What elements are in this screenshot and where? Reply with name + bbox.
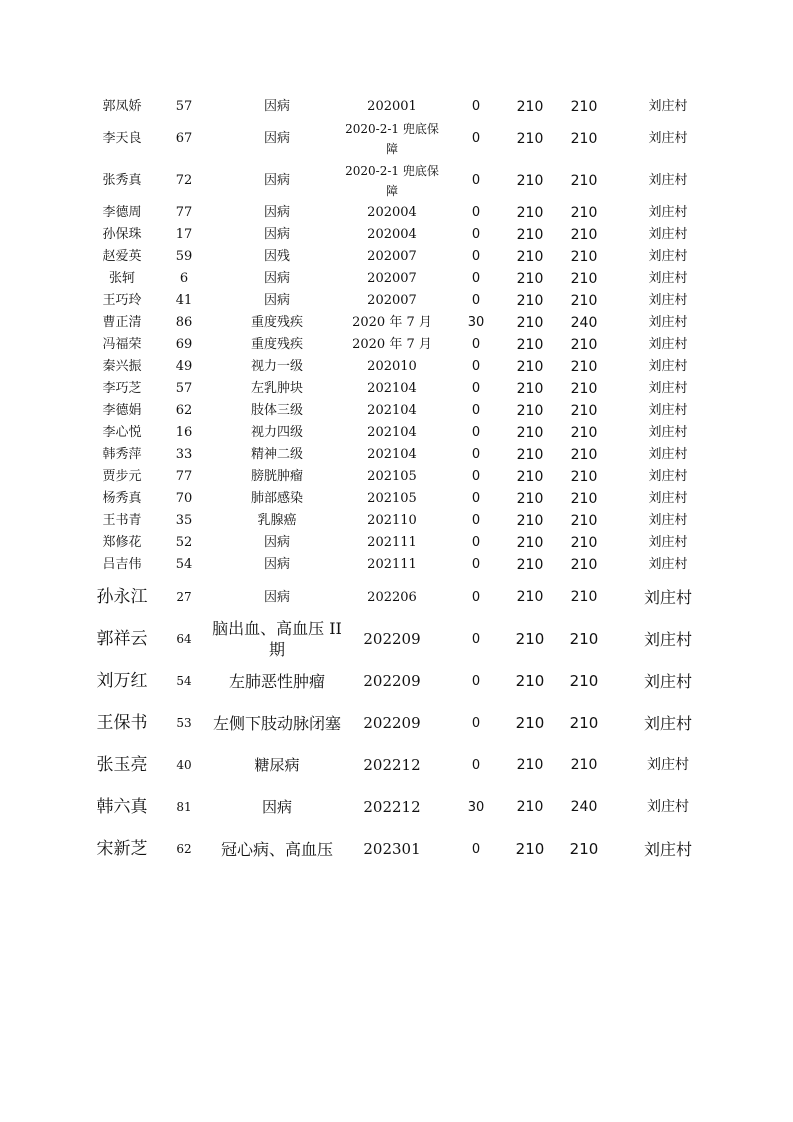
extra-amount-cell: 0 xyxy=(471,491,481,506)
person-name: 秦兴振 xyxy=(102,359,142,374)
total-amount-cell: 210 xyxy=(570,756,598,773)
base-amount-cell: 210 xyxy=(516,293,544,309)
village-cell: 刘庄村 xyxy=(648,403,688,418)
start-date-cell: 2020 年 7 月 xyxy=(352,315,432,330)
total-amount-cell: 210 xyxy=(570,293,598,309)
age-cell: 40 xyxy=(176,757,192,772)
reason-cell: 脑出血、高血压 II 期 xyxy=(212,619,342,659)
table-row xyxy=(88,202,718,224)
total-amount-cell: 210 xyxy=(570,381,598,397)
person-name: 张玉亮 xyxy=(96,754,148,775)
reason-cell: 视力四级 xyxy=(250,425,303,440)
extra-amount-cell: 0 xyxy=(471,631,481,647)
total-amount-cell: 240 xyxy=(570,798,598,815)
table-row xyxy=(88,660,718,702)
total-amount-cell: 210 xyxy=(570,99,598,115)
village-cell: 刘庄村 xyxy=(648,293,688,308)
extra-amount-cell: 0 xyxy=(471,673,481,689)
age-cell: 64 xyxy=(176,631,192,646)
table-row xyxy=(88,96,718,118)
start-date-cell: 202111 xyxy=(367,535,417,550)
reason-cell: 左肺恶性肿瘤 xyxy=(228,671,325,691)
village-cell: 刘庄村 xyxy=(648,513,688,528)
extra-amount-cell: 0 xyxy=(471,131,481,146)
village-cell: 刘庄村 xyxy=(648,535,688,550)
village-cell: 刘庄村 xyxy=(648,249,688,264)
person-name: 李德周 xyxy=(102,205,142,220)
table-row xyxy=(88,744,718,786)
age-cell: 70 xyxy=(175,491,193,506)
village-cell: 刘庄村 xyxy=(648,271,688,286)
person-name: 孙永江 xyxy=(96,586,148,607)
table-row xyxy=(88,224,718,246)
extra-amount-cell: 0 xyxy=(471,249,481,264)
table-row xyxy=(88,246,718,268)
table-row xyxy=(88,268,718,290)
reason-cell: 膀胱肿瘤 xyxy=(250,469,303,484)
total-amount-cell: 210 xyxy=(570,173,598,189)
table-row xyxy=(88,510,718,532)
start-date-cell: 202104 xyxy=(367,403,417,418)
base-amount-cell: 210 xyxy=(516,403,544,419)
base-amount-cell: 210 xyxy=(515,839,545,858)
total-amount-cell: 210 xyxy=(570,249,598,265)
total-amount-cell: 210 xyxy=(569,839,599,858)
reason-cell: 重度残疾 xyxy=(250,337,303,352)
village-cell: 刘庄村 xyxy=(648,557,688,572)
reason-cell: 冠心病、高血压 xyxy=(220,839,333,859)
base-amount-cell: 210 xyxy=(516,173,544,189)
age-cell: 77 xyxy=(175,469,193,484)
age-cell: 86 xyxy=(175,315,193,330)
extra-amount-cell: 0 xyxy=(471,381,481,396)
base-amount-cell: 210 xyxy=(516,359,544,375)
base-amount-cell: 210 xyxy=(516,249,544,265)
person-name: 孙保珠 xyxy=(102,227,142,242)
extra-amount-cell: 30 xyxy=(467,315,485,330)
table-row xyxy=(88,444,718,466)
person-name: 宋新芝 xyxy=(96,838,148,859)
village-cell: 刘庄村 xyxy=(648,205,688,220)
village-cell: 刘庄村 xyxy=(643,587,692,607)
extra-amount-cell: 0 xyxy=(471,337,481,352)
person-name: 郭祥云 xyxy=(96,628,148,649)
age-cell: 67 xyxy=(175,131,193,146)
extra-amount-cell: 30 xyxy=(467,799,485,815)
person-name: 张秀真 xyxy=(102,173,142,188)
base-amount-cell: 210 xyxy=(515,671,545,690)
start-date-cell: 2020 年 7 月 xyxy=(352,337,432,352)
reason-cell: 因病 xyxy=(263,99,290,114)
total-amount-cell: 210 xyxy=(570,205,598,221)
village-cell: 刘庄村 xyxy=(648,227,688,242)
person-name: 曹正清 xyxy=(102,315,142,330)
village-cell: 刘庄村 xyxy=(648,425,688,440)
reason-cell: 因病 xyxy=(263,131,290,146)
village-cell: 刘庄村 xyxy=(648,337,688,352)
table-row xyxy=(88,422,718,444)
reason-cell: 肺部感染 xyxy=(250,491,303,506)
age-cell: 69 xyxy=(175,337,193,352)
age-cell: 41 xyxy=(175,293,193,308)
village-cell: 刘庄村 xyxy=(648,491,688,506)
age-cell: 59 xyxy=(175,249,193,264)
reason-cell: 重度残疾 xyxy=(250,315,303,330)
person-name: 吕吉伟 xyxy=(102,557,142,572)
reason-cell: 因病 xyxy=(263,205,290,220)
table-row xyxy=(88,532,718,554)
base-amount-cell: 210 xyxy=(516,337,544,353)
extra-amount-cell: 0 xyxy=(471,715,481,731)
extra-amount-cell: 0 xyxy=(471,271,481,286)
start-date-cell: 202105 xyxy=(367,491,417,506)
age-cell: 81 xyxy=(176,799,192,814)
table-row xyxy=(88,118,718,160)
age-cell: 57 xyxy=(175,99,193,114)
base-amount-cell: 210 xyxy=(516,227,544,243)
extra-amount-cell: 0 xyxy=(471,841,481,857)
start-date-cell: 2020-2-1 兜底保障 xyxy=(345,122,439,156)
village-cell: 刘庄村 xyxy=(648,469,688,484)
reason-cell: 因病 xyxy=(263,535,290,550)
extra-amount-cell: 0 xyxy=(471,293,481,308)
age-cell: 72 xyxy=(175,173,193,188)
start-date-cell: 202206 xyxy=(367,589,417,605)
person-name: 郑修花 xyxy=(102,535,142,550)
village-cell: 刘庄村 xyxy=(648,173,688,188)
age-cell: 62 xyxy=(176,841,192,856)
table-row xyxy=(88,312,718,334)
person-name: 韩秀萍 xyxy=(102,447,142,462)
total-amount-cell: 210 xyxy=(570,271,598,287)
person-name: 李天良 xyxy=(102,131,142,146)
total-amount-cell: 210 xyxy=(570,491,598,507)
table-row xyxy=(88,554,718,576)
base-amount-cell: 210 xyxy=(516,425,544,441)
person-name: 郭凤娇 xyxy=(102,99,142,114)
base-amount-cell: 210 xyxy=(516,315,544,331)
village-cell: 刘庄村 xyxy=(648,359,688,374)
table-row xyxy=(88,400,718,422)
reason-cell: 因病 xyxy=(261,797,292,816)
base-amount-cell: 210 xyxy=(516,588,544,605)
person-name: 李心悦 xyxy=(102,425,142,440)
reason-cell: 肢体三级 xyxy=(250,403,303,418)
age-cell: 62 xyxy=(175,403,193,418)
age-cell: 54 xyxy=(175,557,193,572)
person-name: 韩六真 xyxy=(96,796,148,817)
base-amount-cell: 210 xyxy=(516,205,544,221)
total-amount-cell: 210 xyxy=(570,425,598,441)
person-name: 贾步元 xyxy=(102,469,142,484)
extra-amount-cell: 0 xyxy=(471,403,481,418)
total-amount-cell: 210 xyxy=(570,513,598,529)
start-date-cell: 202104 xyxy=(367,447,417,462)
start-date-cell: 202104 xyxy=(367,381,417,396)
reason-cell: 糖尿病 xyxy=(254,755,300,774)
village-cell: 刘庄村 xyxy=(643,713,692,733)
reason-cell: 精神二级 xyxy=(250,447,303,462)
base-amount-cell: 210 xyxy=(515,713,545,732)
age-cell: 17 xyxy=(175,227,193,242)
extra-amount-cell: 0 xyxy=(471,227,481,242)
reason-cell: 因病 xyxy=(263,293,290,308)
total-amount-cell: 210 xyxy=(570,557,598,573)
age-cell: 6 xyxy=(179,271,189,286)
total-amount-cell: 210 xyxy=(569,713,599,732)
table-row xyxy=(88,466,718,488)
person-name: 冯福荣 xyxy=(102,337,142,352)
village-cell: 刘庄村 xyxy=(647,756,689,773)
total-amount-cell: 210 xyxy=(570,359,598,375)
reason-cell: 因病 xyxy=(263,271,290,286)
start-date-cell: 202212 xyxy=(363,797,421,816)
total-amount-cell: 210 xyxy=(570,588,598,605)
village-cell: 刘庄村 xyxy=(643,671,692,691)
extra-amount-cell: 0 xyxy=(471,469,481,484)
village-cell: 刘庄村 xyxy=(648,131,688,146)
start-date-cell: 202007 xyxy=(367,271,417,286)
base-amount-cell: 210 xyxy=(516,271,544,287)
total-amount-cell: 210 xyxy=(570,131,598,147)
start-date-cell: 202209 xyxy=(363,713,421,732)
total-amount-cell: 210 xyxy=(570,469,598,485)
table-row xyxy=(88,702,718,744)
total-amount-cell: 210 xyxy=(569,629,599,648)
village-cell: 刘庄村 xyxy=(648,315,688,330)
start-date-cell: 2020-2-1 兜底保障 xyxy=(345,164,439,198)
table-row xyxy=(88,334,718,356)
start-date-cell: 202104 xyxy=(367,425,417,440)
reason-cell: 左乳肿块 xyxy=(250,381,303,396)
age-cell: 53 xyxy=(176,715,192,730)
extra-amount-cell: 0 xyxy=(471,557,481,572)
person-name: 赵爱英 xyxy=(102,249,142,264)
base-amount-cell: 210 xyxy=(516,447,544,463)
table-row xyxy=(88,160,718,202)
extra-amount-cell: 0 xyxy=(471,447,481,462)
age-cell: 52 xyxy=(175,535,193,550)
base-amount-cell: 210 xyxy=(516,99,544,115)
start-date-cell: 202209 xyxy=(363,671,421,690)
base-amount-cell: 210 xyxy=(516,491,544,507)
total-amount-cell: 240 xyxy=(570,315,598,331)
table-row xyxy=(88,290,718,312)
table-row xyxy=(88,786,718,828)
base-amount-cell: 210 xyxy=(516,469,544,485)
base-amount-cell: 210 xyxy=(516,381,544,397)
start-date-cell: 202111 xyxy=(367,557,417,572)
base-amount-cell: 210 xyxy=(516,557,544,573)
village-cell: 刘庄村 xyxy=(643,629,692,649)
age-cell: 35 xyxy=(175,513,193,528)
reason-cell: 视力一级 xyxy=(250,359,303,374)
person-name: 李巧芝 xyxy=(102,381,142,396)
start-date-cell: 202004 xyxy=(367,205,417,220)
person-name: 王书青 xyxy=(102,513,142,528)
village-cell: 刘庄村 xyxy=(643,839,692,859)
age-cell: 27 xyxy=(176,589,192,604)
extra-amount-cell: 0 xyxy=(471,99,481,114)
start-date-cell: 202007 xyxy=(367,249,417,264)
age-cell: 77 xyxy=(175,205,193,220)
base-amount-cell: 210 xyxy=(516,131,544,147)
age-cell: 16 xyxy=(175,425,193,440)
reason-cell: 乳腺癌 xyxy=(257,513,297,528)
village-cell: 刘庄村 xyxy=(648,381,688,396)
start-date-cell: 202004 xyxy=(367,227,417,242)
extra-amount-cell: 0 xyxy=(471,513,481,528)
person-name: 刘万红 xyxy=(96,670,148,691)
extra-amount-cell: 0 xyxy=(471,535,481,550)
total-amount-cell: 210 xyxy=(570,227,598,243)
person-name: 王巧玲 xyxy=(102,293,142,308)
village-cell: 刘庄村 xyxy=(648,447,688,462)
total-amount-cell: 210 xyxy=(570,535,598,551)
start-date-cell: 202007 xyxy=(367,293,417,308)
age-cell: 57 xyxy=(175,381,193,396)
age-cell: 54 xyxy=(176,673,192,688)
base-amount-cell: 210 xyxy=(516,798,544,815)
base-amount-cell: 210 xyxy=(515,629,545,648)
base-amount-cell: 210 xyxy=(516,535,544,551)
start-date-cell: 202110 xyxy=(367,513,417,528)
village-cell: 刘庄村 xyxy=(647,798,689,815)
start-date-cell: 202209 xyxy=(363,629,421,648)
table-row xyxy=(88,356,718,378)
reason-cell: 因病 xyxy=(263,227,290,242)
start-date-cell: 202010 xyxy=(367,359,417,374)
person-name: 李德娟 xyxy=(102,403,142,418)
base-amount-cell: 210 xyxy=(516,513,544,529)
reason-cell: 左侧下肢动脉闭塞 xyxy=(212,713,341,733)
start-date-cell: 202301 xyxy=(363,839,421,858)
extra-amount-cell: 0 xyxy=(471,589,481,605)
assistance-roster-table xyxy=(88,96,718,870)
total-amount-cell: 210 xyxy=(570,447,598,463)
start-date-cell: 202001 xyxy=(367,99,417,114)
total-amount-cell: 210 xyxy=(570,337,598,353)
roster-body xyxy=(88,96,718,870)
start-date-cell: 202105 xyxy=(367,469,417,484)
person-name: 王保书 xyxy=(96,712,148,733)
base-amount-cell: 210 xyxy=(516,756,544,773)
person-name: 张轲 xyxy=(108,271,135,286)
reason-cell: 因病 xyxy=(263,173,290,188)
age-cell: 49 xyxy=(175,359,193,374)
reason-cell: 因病 xyxy=(263,589,290,605)
table-row xyxy=(88,618,718,660)
table-row xyxy=(88,378,718,400)
reason-cell: 因残 xyxy=(263,249,290,264)
extra-amount-cell: 0 xyxy=(471,757,481,773)
village-cell: 刘庄村 xyxy=(648,99,688,114)
extra-amount-cell: 0 xyxy=(471,173,481,188)
table-row xyxy=(88,488,718,510)
total-amount-cell: 210 xyxy=(569,671,599,690)
age-cell: 33 xyxy=(175,447,193,462)
extra-amount-cell: 0 xyxy=(471,205,481,220)
start-date-cell: 202212 xyxy=(363,755,421,774)
person-name: 杨秀真 xyxy=(102,491,142,506)
extra-amount-cell: 0 xyxy=(471,359,481,374)
extra-amount-cell: 0 xyxy=(471,425,481,440)
table-row xyxy=(88,828,718,870)
reason-cell: 因病 xyxy=(263,557,290,572)
total-amount-cell: 210 xyxy=(570,403,598,419)
table-row xyxy=(88,576,718,618)
